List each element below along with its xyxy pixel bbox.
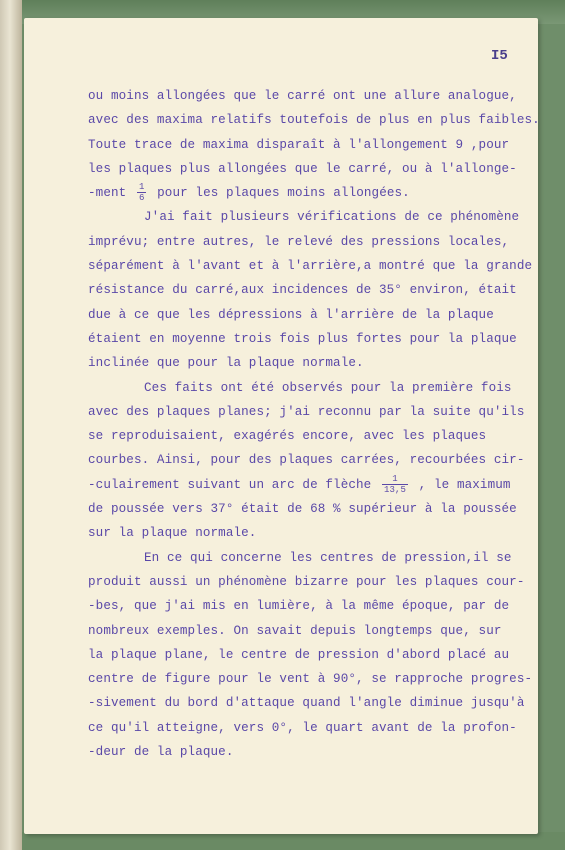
fraction-numerator: 1 [138, 182, 145, 193]
text-line [88, 473, 538, 497]
text-segment: pour les plaques moins allongées. [149, 186, 410, 201]
text-line: la plaque plane, le centre de pression d'abord placé au [88, 647, 510, 662]
text-segment: -culairement suivant un arc de flèche [88, 477, 379, 492]
text-line: imprévu; entre autres, le relevé des pressions locales, [88, 234, 510, 249]
text-line: avec des maxima relatifs toutefois de plus en plus faibles. [88, 113, 540, 128]
text-line: produit aussi un phénomène bizarre pour les plaques cour- [88, 574, 525, 589]
text-line: de poussée vers 37° était de 68 % supérieur à la poussée [88, 502, 517, 517]
cover-edge-bottom [22, 832, 565, 850]
text-line: se reproduisaient, exagérés encore, avec les plaques [88, 429, 487, 444]
text-line: sur la plaque normale. [88, 526, 257, 541]
text-line: due à ce que les dépressions à l'arrière de la plaque [88, 307, 494, 322]
body-text [88, 84, 538, 764]
text-line: courbes. Ainsi, pour des plaques carrées, recourbées cir- [88, 453, 525, 468]
text-line: -bes, que j'ai mis en lumière, à la même époque, par de [88, 599, 510, 614]
page-number: I5 [491, 48, 508, 64]
text-line: étaient en moyenne trois fois plus fortes pour la plaque [88, 331, 517, 346]
text-line: Toute trace de maxima disparaît à l'allongement 9 ,pour [88, 137, 510, 152]
fraction [137, 182, 147, 203]
text-line: avec des plaques planes; j'ai reconnu par la suite qu'ils [88, 404, 525, 419]
text-line: séparément à l'avant et à l'arrière,a montré que la grande [88, 259, 533, 274]
text-line: J'ai fait plusieurs vérifications de ce phénomène [144, 210, 520, 225]
fraction-numerator: 1 [382, 474, 408, 485]
text-line: ce qu'il atteigne, vers 0°, le quart avant de la profon- [88, 720, 517, 735]
book-spine [0, 0, 22, 850]
fraction [382, 474, 408, 495]
text-line: -deur de la plaque. [88, 745, 234, 760]
text-line: centre de figure pour le vent à 90°, se rapproche progres- [88, 672, 533, 687]
text-segment: , le maximum [411, 477, 511, 492]
fraction-denominator: 13,5 [383, 484, 406, 495]
text-segment: -ment [88, 186, 134, 201]
text-line: les plaques plus allongées que le carré, ou à l'allonge- [88, 161, 517, 176]
text-line: -sivement du bord d'attaque quand l'angle diminue jusqu'à [88, 696, 525, 711]
text-line: nombreux exemples. On savait depuis longtemps que, sur [88, 623, 502, 638]
text-line: résistance du carré,aux incidences de 35° environ, était [88, 283, 517, 298]
text-line: inclinée que pour la plaque normale. [88, 356, 364, 371]
fraction-denominator: 6 [138, 193, 145, 204]
text-line: En ce qui concerne les centres de pression,il se [144, 550, 512, 565]
text-line [88, 181, 538, 205]
text-line: Ces faits ont été observés pour la première fois [144, 380, 512, 395]
text-line: ou moins allongées que le carré ont une allure analogue, [88, 89, 517, 103]
